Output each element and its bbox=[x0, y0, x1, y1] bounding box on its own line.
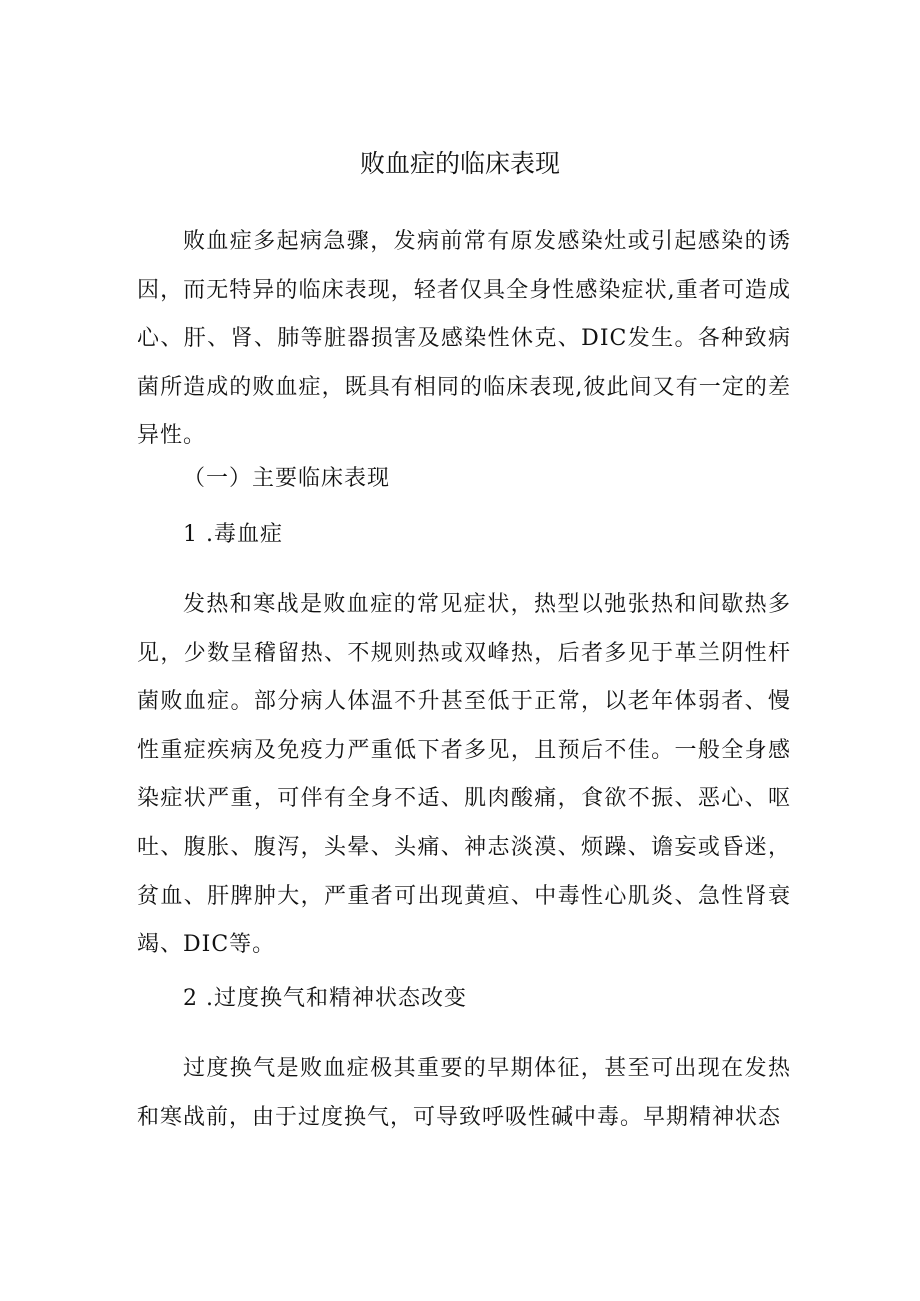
document-title: 败血症的临床表现 bbox=[359, 149, 560, 178]
subsection-heading-hyperventilation: 2 .过度换气和精神状态改变 bbox=[183, 986, 467, 1011]
subsection-heading-toxemia: 1 .毒血症 bbox=[183, 522, 283, 547]
intro-paragraph: 败血症多起病急骤，发病前常有原发感染灶或引起感染的诱因，而无特异的临床表现，轻者仅具全身性感染症状,重者可造成心、肝、肾、肺等脏器损害及感染性休克、DIC发生。各种致病菌所造成的败血症，既具有相同的临床表现,彼此间又有一定的差异性。 bbox=[137, 229, 791, 449]
toxemia-paragraph: 发热和寒战是败血症的常见症状，热型以弛张热和间歇热多见，少数呈稽留热、不规则热或双峰热，后者多见于革兰阴性杆菌败血症。部分病人体温不升甚至低于正常，以老年体弱者、慢性重症疾病及免疫力严重低下者多见，且预后不佳。一般全身感染症状严重，可伴有全身不适、肌肉酸痛，食欲不振、恶心、呕吐、腹胀、腹泻，头晕、头痛、神志淡漠、烦躁、谵妄或昏迷，贫血、肝脾肿大，严重者可出现黄疸、中毒性心肌炎、急性肾衰竭、DIC等。 bbox=[137, 592, 791, 958]
hyperventilation-paragraph: 过度换气是败血症极其重要的早期体征，甚至可出现在发热和寒战前，由于过度换气，可导致呼吸性碱中毒。早期精神状态 bbox=[137, 1056, 791, 1130]
section-heading: （一）主要临床表现 bbox=[183, 466, 391, 491]
